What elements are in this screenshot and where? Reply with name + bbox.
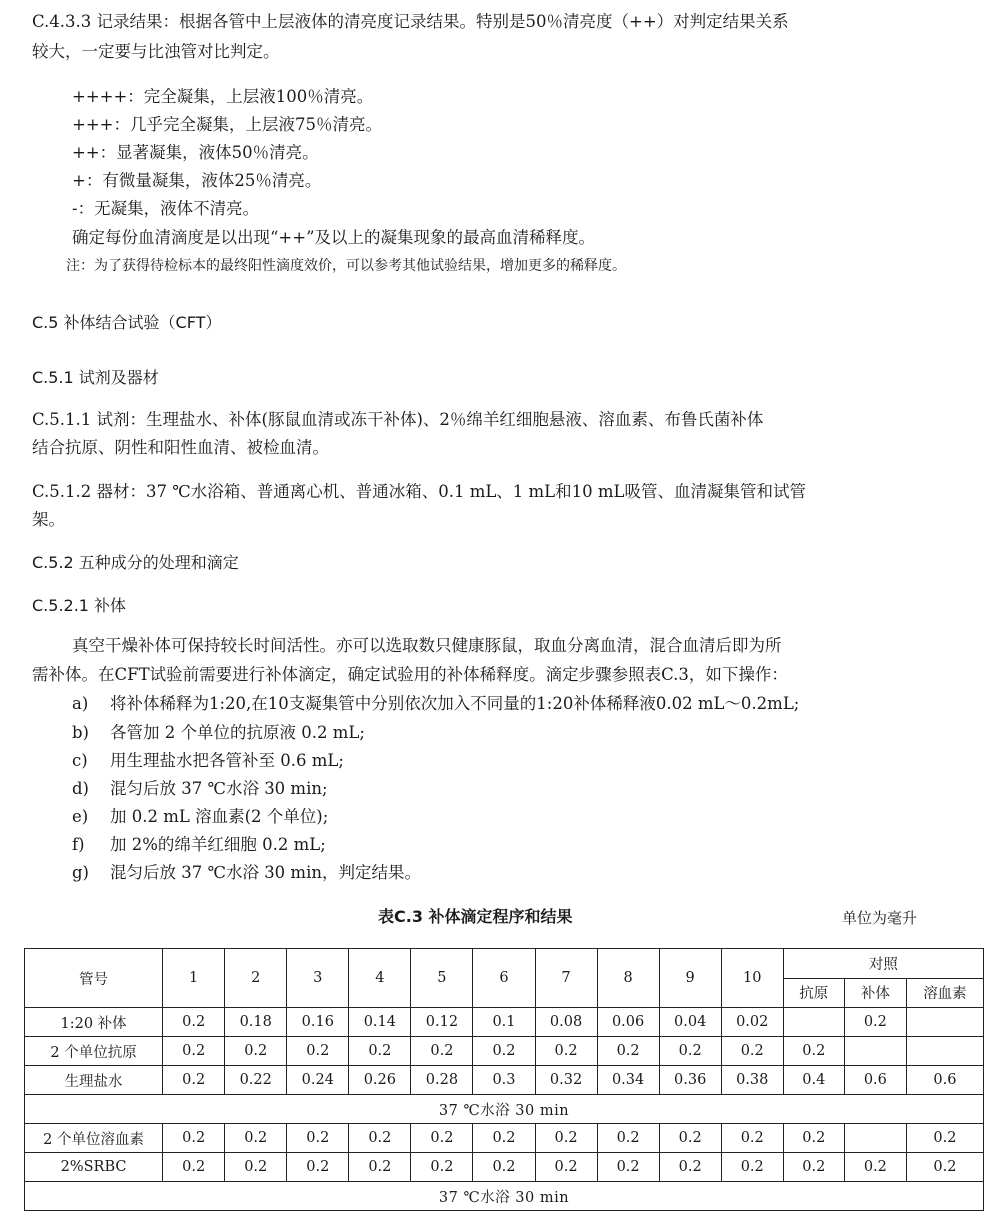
step-mark-e: e)	[72, 807, 89, 826]
table-cell: 0.4	[783, 1066, 844, 1095]
incubation-row: 37 ℃水浴 30 min	[25, 1182, 984, 1211]
step-text-c: 用生理盐水把各管补至 0.6 mL;	[110, 751, 344, 770]
table-cell: 0.26	[349, 1066, 411, 1095]
table-cell: 0.2	[783, 1124, 844, 1153]
header-tube-number: 3	[287, 949, 349, 1008]
table-cell: 0.32	[535, 1066, 597, 1095]
table-cell	[906, 1037, 983, 1066]
table-cell: 0.2	[597, 1037, 659, 1066]
table-cell: 0.2	[473, 1153, 535, 1182]
table-cell: 0.2	[844, 1153, 906, 1182]
table-cell: 0.2	[783, 1153, 844, 1182]
table-cell: 0.12	[411, 1008, 473, 1037]
table-row	[25, 1008, 984, 1037]
table-row	[25, 1153, 984, 1182]
table-cell: 0.2	[535, 1124, 597, 1153]
table-cell: 0.08	[535, 1008, 597, 1037]
row-label: 2%SRBC	[25, 1153, 163, 1182]
table-cell	[783, 1008, 844, 1037]
incubation-row: 37 ℃水浴 30 min	[25, 1095, 984, 1124]
table-cell: 0.04	[659, 1008, 721, 1037]
table-cell: 0.22	[225, 1066, 287, 1095]
step-mark-d: d)	[72, 779, 89, 798]
header-tube-number: 8	[597, 949, 659, 1008]
header-tube-number: 7	[535, 949, 597, 1008]
c433-text-line1: C.4.3.3 记录结果：根据各管中上层液体的清亮度记录结果。特别是50％清亮度（++）对判定结果关系	[32, 12, 789, 31]
header-tube-number: 10	[721, 949, 783, 1008]
table-cell: 0.2	[844, 1008, 906, 1037]
header-tube-number: 1	[163, 949, 225, 1008]
titer-rule: 确定每份血清滴度是以出现“++”及以上的凝集现象的最高血清稀释度。	[72, 228, 596, 247]
table-cell: 0.2	[411, 1037, 473, 1066]
table-cell: 0.2	[225, 1037, 287, 1066]
body-line2: 需补体。在CFT试验前需要进行补体滴定，确定试验用的补体稀释度。滴定步骤参照表C.3，如下操作：	[32, 665, 788, 684]
c5-heading: C.5 补体结合试验（CFT）	[32, 313, 222, 332]
step-text-b: 各管加 2 个单位的抗原液 0.2 mL;	[110, 723, 365, 742]
table-cell: 0.2	[535, 1037, 597, 1066]
table-cell: 0.3	[473, 1066, 535, 1095]
table-cell: 0.2	[535, 1153, 597, 1182]
step-mark-g: g)	[72, 863, 89, 882]
table-cell: 0.14	[349, 1008, 411, 1037]
body-line1: 真空干燥补体可保持较长时间活性。亦可以选取数只健康豚鼠，取血分离血清，混合血清后即为所	[72, 636, 782, 655]
step-text-g: 混匀后放 37 ℃水浴 30 min，判定结果。	[110, 863, 421, 882]
table-unit: 单位为毫升	[842, 909, 918, 927]
row-label: 2 个单位抗原	[25, 1037, 163, 1066]
table-cell: 0.2	[906, 1153, 983, 1182]
table-cell: 0.2	[906, 1124, 983, 1153]
table-cell	[844, 1037, 906, 1066]
table-cell: 0.2	[597, 1124, 659, 1153]
table-row	[25, 1037, 984, 1066]
table-cell: 0.6	[906, 1066, 983, 1095]
grade-1plus: +：有微量凝集，液体25％清亮。	[72, 171, 322, 190]
table-cell: 0.1	[473, 1008, 535, 1037]
header-tube-number: 6	[473, 949, 535, 1008]
c511-text-line1: C.5.1.1 试剂：生理盐水、补体(豚鼠血清或冻干补体)、2％绵羊红细胞悬液、溶血素、布鲁氏菌补体	[32, 410, 764, 429]
step-mark-c: c)	[72, 751, 88, 770]
table-cell: 0.2	[349, 1124, 411, 1153]
table-cell: 0.06	[597, 1008, 659, 1037]
table-cell: 0.2	[163, 1037, 225, 1066]
table-cell: 0.2	[659, 1037, 721, 1066]
table-cell: 0.16	[287, 1008, 349, 1037]
table-cell: 0.2	[721, 1153, 783, 1182]
grade-3plus: +++：几乎完全凝集，上层液75％清亮。	[72, 115, 382, 134]
table-cell: 0.02	[721, 1008, 783, 1037]
table-cell: 0.2	[225, 1124, 287, 1153]
table-caption: 表C.3 补体滴定程序和结果	[378, 907, 573, 926]
table-cell: 0.2	[597, 1153, 659, 1182]
step-text-f: 加 2%的绵羊红细胞 0.2 mL;	[110, 835, 326, 854]
table-cell: 0.2	[783, 1037, 844, 1066]
table-cell: 0.2	[287, 1153, 349, 1182]
step-text-a: 将补体稀释为1:20,在10支凝集管中分别依次加入不同量的1:20补体稀释液0.02 mL～0.2mL;	[110, 694, 800, 713]
c511-text-line2: 结合抗原、阴性和阳性血清、被检血清。	[32, 438, 329, 457]
table-cell: 0.2	[473, 1124, 535, 1153]
table-cell	[906, 1008, 983, 1037]
table-cell: 0.38	[721, 1066, 783, 1095]
table-row	[25, 1066, 984, 1095]
note: 注：为了获得待检标本的最终阳性滴度效价，可以参考其他试验结果，增加更多的稀释度。	[66, 258, 626, 274]
step-mark-b: b)	[72, 723, 89, 742]
step-text-d: 混匀后放 37 ℃水浴 30 min;	[110, 779, 328, 798]
step-mark-a: a)	[72, 694, 89, 713]
c512-text-line1: C.5.1.2 器材：37 ℃水浴箱、普通离心机、普通冰箱、0.1 mL、1 mL和10 mL吸管、血清凝集管和试管	[32, 482, 806, 501]
header-control-antigen: 抗原	[783, 978, 844, 1008]
table-cell: 0.2	[163, 1153, 225, 1182]
header-control-hemolysin: 溶血素	[906, 978, 983, 1008]
header-control: 对照	[783, 949, 983, 979]
row-label: 生理盐水	[25, 1066, 163, 1095]
c512-text-line2: 架。	[32, 510, 65, 529]
table-cell: 0.6	[844, 1066, 906, 1095]
table-cell: 0.28	[411, 1066, 473, 1095]
table-cell	[844, 1124, 906, 1153]
table-cell: 0.2	[287, 1037, 349, 1066]
table-cell: 0.36	[659, 1066, 721, 1095]
table-row	[25, 1095, 984, 1124]
table-cell: 0.2	[411, 1153, 473, 1182]
table-cell: 0.18	[225, 1008, 287, 1037]
header-tube-number: 9	[659, 949, 721, 1008]
header-tube-number: 4	[349, 949, 411, 1008]
table-cell: 0.2	[659, 1153, 721, 1182]
step-mark-f: f)	[72, 835, 85, 854]
header-tube-number: 5	[411, 949, 473, 1008]
row-label: 1:20 补体	[25, 1008, 163, 1037]
header-control-complement: 补体	[844, 978, 906, 1008]
c433-text-line2: 较大，一定要与比浊管对比判定。	[32, 42, 280, 61]
grade-4plus: ++++：完全凝集，上层液100％清亮。	[72, 87, 374, 106]
table-cell: 0.34	[597, 1066, 659, 1095]
table-cell: 0.24	[287, 1066, 349, 1095]
table-cell: 0.2	[163, 1066, 225, 1095]
table-cell: 0.2	[287, 1124, 349, 1153]
table-cell: 0.2	[721, 1124, 783, 1153]
table-cell: 0.2	[721, 1037, 783, 1066]
complement-titration-table	[24, 948, 984, 1211]
table-cell: 0.2	[163, 1008, 225, 1037]
table-cell: 0.2	[473, 1037, 535, 1066]
table-cell: 0.2	[659, 1124, 721, 1153]
c51-heading: C.5.1 试剂及器材	[32, 368, 159, 387]
step-text-e: 加 0.2 mL 溶血素(2 个单位);	[110, 807, 329, 826]
table-cell: 0.2	[163, 1124, 225, 1153]
table-cell: 0.2	[225, 1153, 287, 1182]
header-tube-label: 管号	[25, 949, 163, 1008]
header-tube-number: 2	[225, 949, 287, 1008]
grade-2plus: ++：显著凝集，液体50％清亮。	[72, 143, 319, 162]
c521-heading: C.5.2.1 补体	[32, 596, 127, 615]
grade-minus: -：无凝集，液体不清亮。	[72, 199, 260, 218]
table-row	[25, 1182, 984, 1211]
table-cell: 0.2	[349, 1037, 411, 1066]
c52-heading: C.5.2 五种成分的处理和滴定	[32, 553, 239, 572]
table-cell: 0.2	[349, 1153, 411, 1182]
row-label: 2 个单位溶血素	[25, 1124, 163, 1153]
table-cell: 0.2	[411, 1124, 473, 1153]
table-row	[25, 1124, 984, 1153]
